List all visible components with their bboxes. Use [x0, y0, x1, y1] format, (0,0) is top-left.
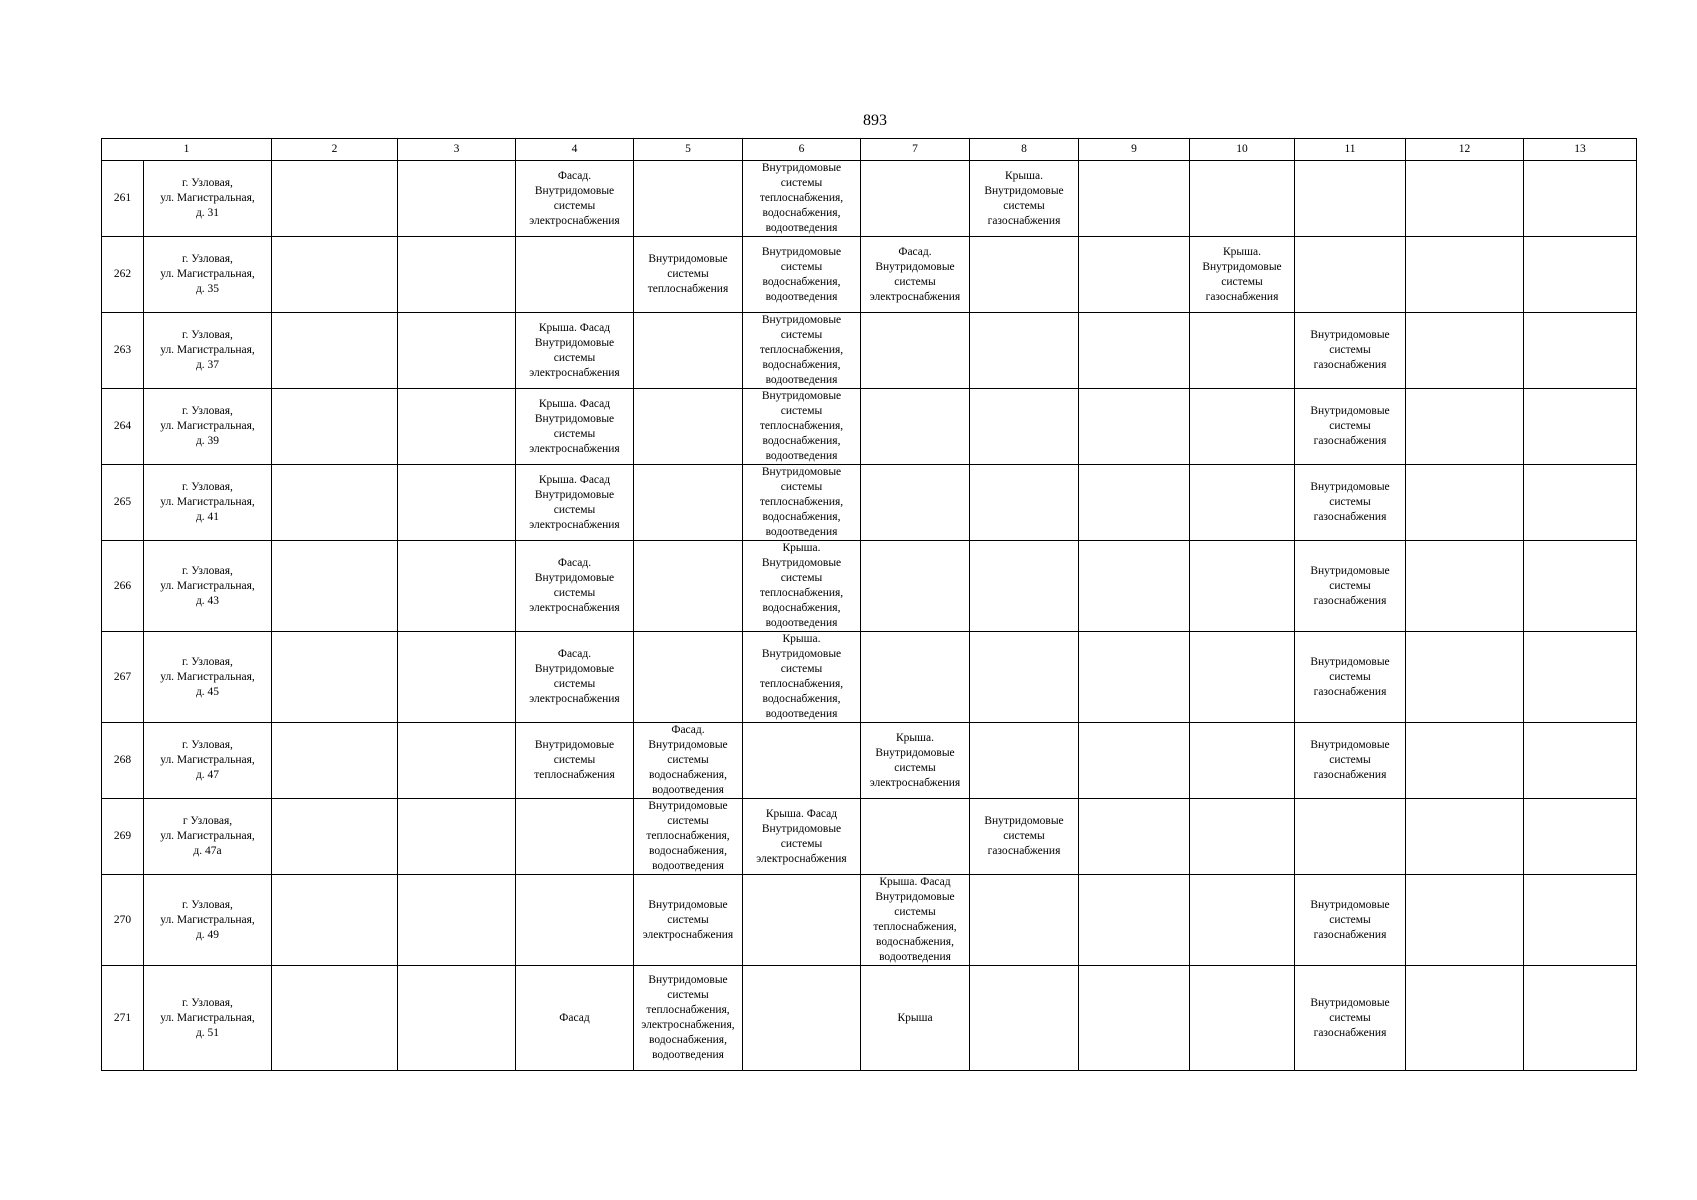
work-cell-col-11: Внутридомовые системы газоснабжения [1295, 465, 1406, 541]
work-cell-col-9 [1079, 313, 1190, 389]
work-cell-col-12 [1406, 875, 1524, 966]
work-cell-col-9 [1079, 632, 1190, 723]
row-number: 269 [102, 799, 144, 875]
work-cell-col-4: Фасад. Внутридомовые системы электроснабжения [516, 541, 634, 632]
work-cell-col-4: Фасад [516, 966, 634, 1071]
table-row [102, 313, 1637, 389]
work-cell-col-11: Внутридомовые системы газоснабжения [1295, 966, 1406, 1071]
work-cell-col-9 [1079, 237, 1190, 313]
work-cell-col-3 [398, 237, 516, 313]
column-header: 11 [1295, 139, 1406, 161]
work-cell-col-7 [861, 799, 970, 875]
work-cell-col-13 [1524, 875, 1637, 966]
column-header: 3 [398, 139, 516, 161]
work-cell-col-12 [1406, 632, 1524, 723]
column-header: 2 [272, 139, 398, 161]
work-cell-col-8 [970, 632, 1079, 723]
work-cell-col-7 [861, 313, 970, 389]
work-cell-col-10 [1190, 632, 1295, 723]
work-cell-col-7 [861, 465, 970, 541]
work-cell-col-7 [861, 541, 970, 632]
work-cell-col-2 [272, 465, 398, 541]
work-cell-col-5 [634, 389, 743, 465]
row-number: 266 [102, 541, 144, 632]
work-cell-col-7 [861, 632, 970, 723]
column-header: 9 [1079, 139, 1190, 161]
work-cell-col-10 [1190, 799, 1295, 875]
work-cell-col-9 [1079, 541, 1190, 632]
work-cell-col-8: Крыша. Внутридомовые системы газоснабжения [970, 161, 1079, 237]
work-cell-col-10 [1190, 313, 1295, 389]
work-cell-col-5: Внутридомовые системы теплоснабжения [634, 237, 743, 313]
address-cell: г. Узловая, ул. Магистральная, д. 51 [144, 966, 272, 1071]
work-cell-col-8: Внутридомовые системы газоснабжения [970, 799, 1079, 875]
work-cell-col-2 [272, 799, 398, 875]
work-cell-col-6: Внутридомовые системы водоснабжения, водоотведения [743, 237, 861, 313]
work-cell-col-6: Крыша. Фасад Внутридомовые системы электроснабжения [743, 799, 861, 875]
work-cell-col-7: Крыша. Внутридомовые системы электроснабжения [861, 723, 970, 799]
work-cell-col-12 [1406, 723, 1524, 799]
work-cell-col-12 [1406, 799, 1524, 875]
work-cell-col-4: Фасад. Внутридомовые системы электроснабжения [516, 632, 634, 723]
work-cell-col-8 [970, 465, 1079, 541]
work-cell-col-10 [1190, 966, 1295, 1071]
work-cell-col-6: Внутридомовые системы теплоснабжения, водоснабжения, водоотведения [743, 465, 861, 541]
page-number: 893 [863, 112, 887, 129]
work-cell-col-4 [516, 237, 634, 313]
column-header: 7 [861, 139, 970, 161]
work-cell-col-10 [1190, 541, 1295, 632]
address-cell: г. Узловая, ул. Магистральная, д. 45 [144, 632, 272, 723]
work-cell-col-13 [1524, 161, 1637, 237]
work-cell-col-13 [1524, 799, 1637, 875]
work-cell-col-9 [1079, 799, 1190, 875]
row-number: 270 [102, 875, 144, 966]
work-cell-col-6: Внутридомовые системы теплоснабжения, водоснабжения, водоотведения [743, 313, 861, 389]
work-cell-col-11 [1295, 237, 1406, 313]
work-cell-col-5: Внутридомовые системы электроснабжения [634, 875, 743, 966]
work-cell-col-10 [1190, 161, 1295, 237]
work-cell-col-12 [1406, 389, 1524, 465]
row-number: 267 [102, 632, 144, 723]
work-cell-col-4: Крыша. Фасад Внутридомовые системы электроснабжения [516, 465, 634, 541]
work-cell-col-5: Внутридомовые системы теплоснабжения, водоснабжения, водоотведения [634, 799, 743, 875]
work-cell-col-2 [272, 161, 398, 237]
work-cell-col-10 [1190, 389, 1295, 465]
table-row [102, 161, 1637, 237]
work-cell-col-10 [1190, 465, 1295, 541]
row-number: 268 [102, 723, 144, 799]
work-cell-col-8 [970, 723, 1079, 799]
work-cell-col-4 [516, 875, 634, 966]
table-row [102, 237, 1637, 313]
column-header: 10 [1190, 139, 1295, 161]
work-cell-col-12 [1406, 313, 1524, 389]
work-cell-col-9 [1079, 465, 1190, 541]
table-row [102, 723, 1637, 799]
table-row [102, 465, 1637, 541]
work-cell-col-5 [634, 161, 743, 237]
work-cell-col-6 [743, 875, 861, 966]
row-number: 261 [102, 161, 144, 237]
work-cell-col-5 [634, 632, 743, 723]
work-cell-col-8 [970, 875, 1079, 966]
repair-schedule-table [101, 138, 1637, 1071]
work-cell-col-11 [1295, 799, 1406, 875]
work-cell-col-8 [970, 541, 1079, 632]
work-cell-col-3 [398, 389, 516, 465]
work-cell-col-10: Крыша. Внутридомовые системы газоснабжения [1190, 237, 1295, 313]
column-number-row [102, 139, 1637, 161]
work-cell-col-2 [272, 541, 398, 632]
work-cell-col-13 [1524, 632, 1637, 723]
work-cell-col-11: Внутридомовые системы газоснабжения [1295, 541, 1406, 632]
work-cell-col-3 [398, 723, 516, 799]
work-cell-col-13 [1524, 541, 1637, 632]
work-cell-col-3 [398, 465, 516, 541]
table-row [102, 632, 1637, 723]
address-cell: г. Узловая, ул. Магистральная, д. 37 [144, 313, 272, 389]
work-cell-col-6: Внутридомовые системы теплоснабжения, водоснабжения, водоотведения [743, 161, 861, 237]
table-row [102, 966, 1637, 1071]
work-cell-col-3 [398, 632, 516, 723]
work-cell-col-2 [272, 313, 398, 389]
work-cell-col-2 [272, 875, 398, 966]
work-cell-col-12 [1406, 161, 1524, 237]
address-cell: г. Узловая, ул. Магистральная, д. 31 [144, 161, 272, 237]
work-cell-col-4 [516, 799, 634, 875]
work-cell-col-9 [1079, 723, 1190, 799]
table-row [102, 389, 1637, 465]
work-cell-col-5 [634, 313, 743, 389]
work-cell-col-5 [634, 465, 743, 541]
work-cell-col-4: Крыша. Фасад Внутридомовые системы электроснабжения [516, 313, 634, 389]
table-row [102, 799, 1637, 875]
work-cell-col-13 [1524, 313, 1637, 389]
work-cell-col-10 [1190, 875, 1295, 966]
work-cell-col-11 [1295, 161, 1406, 237]
address-cell: г. Узловая, ул. Магистральная, д. 35 [144, 237, 272, 313]
row-number: 271 [102, 966, 144, 1071]
address-cell: г. Узловая, ул. Магистральная, д. 43 [144, 541, 272, 632]
work-cell-col-9 [1079, 389, 1190, 465]
column-header: 8 [970, 139, 1079, 161]
work-cell-col-5: Внутридомовые системы теплоснабжения, электроснабжения, водоснабжения, водоотведения [634, 966, 743, 1071]
work-cell-col-13 [1524, 465, 1637, 541]
work-cell-col-7: Крыша [861, 966, 970, 1071]
column-header: 13 [1524, 139, 1637, 161]
table-row [102, 541, 1637, 632]
work-cell-col-7: Крыша. Фасад Внутридомовые системы теплоснабжения, водоснабжения, водоотведения [861, 875, 970, 966]
work-cell-col-13 [1524, 237, 1637, 313]
row-number: 262 [102, 237, 144, 313]
address-cell: г. Узловая, ул. Магистральная, д. 49 [144, 875, 272, 966]
work-cell-col-11: Внутридомовые системы газоснабжения [1295, 313, 1406, 389]
work-cell-col-12 [1406, 541, 1524, 632]
work-cell-col-13 [1524, 723, 1637, 799]
work-cell-col-2 [272, 723, 398, 799]
work-cell-col-2 [272, 389, 398, 465]
work-cell-col-11: Внутридомовые системы газоснабжения [1295, 723, 1406, 799]
work-cell-col-9 [1079, 875, 1190, 966]
work-cell-col-3 [398, 541, 516, 632]
work-cell-col-7 [861, 389, 970, 465]
work-cell-col-4: Крыша. Фасад Внутридомовые системы электроснабжения [516, 389, 634, 465]
column-header: 12 [1406, 139, 1524, 161]
work-cell-col-3 [398, 799, 516, 875]
work-cell-col-4: Фасад. Внутридомовые системы электроснабжения [516, 161, 634, 237]
work-cell-col-2 [272, 966, 398, 1071]
work-cell-col-6: Внутридомовые системы теплоснабжения, водоснабжения, водоотведения [743, 389, 861, 465]
work-cell-col-6: Крыша. Внутридомовые системы теплоснабжения, водоснабжения, водоотведения [743, 632, 861, 723]
work-cell-col-13 [1524, 966, 1637, 1071]
address-cell: г. Узловая, ул. Магистральная, д. 39 [144, 389, 272, 465]
work-cell-col-6 [743, 723, 861, 799]
work-cell-col-12 [1406, 237, 1524, 313]
work-cell-col-3 [398, 313, 516, 389]
work-cell-col-2 [272, 237, 398, 313]
work-cell-col-10 [1190, 723, 1295, 799]
work-cell-col-3 [398, 966, 516, 1071]
table-body [102, 161, 1637, 1071]
work-cell-col-11: Внутридомовые системы газоснабжения [1295, 875, 1406, 966]
work-cell-col-11: Внутридомовые системы газоснабжения [1295, 632, 1406, 723]
work-cell-col-3 [398, 875, 516, 966]
work-cell-col-8 [970, 237, 1079, 313]
work-cell-col-4: Внутридомовые системы теплоснабжения [516, 723, 634, 799]
column-header: 6 [743, 139, 861, 161]
column-header: 1 [102, 139, 272, 161]
work-cell-col-12 [1406, 465, 1524, 541]
work-cell-col-5 [634, 541, 743, 632]
column-header: 4 [516, 139, 634, 161]
work-cell-col-8 [970, 966, 1079, 1071]
work-cell-col-8 [970, 389, 1079, 465]
work-cell-col-3 [398, 161, 516, 237]
work-cell-col-13 [1524, 389, 1637, 465]
work-cell-col-7: Фасад. Внутридомовые системы электроснабжения [861, 237, 970, 313]
address-cell: г. Узловая, ул. Магистральная, д. 41 [144, 465, 272, 541]
work-cell-col-12 [1406, 966, 1524, 1071]
work-cell-col-7 [861, 161, 970, 237]
address-cell: г Узловая, ул. Магистральная, д. 47а [144, 799, 272, 875]
row-number: 264 [102, 389, 144, 465]
work-cell-col-6 [743, 966, 861, 1071]
address-cell: г. Узловая, ул. Магистральная, д. 47 [144, 723, 272, 799]
work-cell-col-11: Внутридомовые системы газоснабжения [1295, 389, 1406, 465]
table-row [102, 875, 1637, 966]
work-cell-col-2 [272, 632, 398, 723]
work-cell-col-6: Крыша. Внутридомовые системы теплоснабжения, водоснабжения, водоотведения [743, 541, 861, 632]
work-cell-col-9 [1079, 966, 1190, 1071]
column-header: 5 [634, 139, 743, 161]
work-cell-col-9 [1079, 161, 1190, 237]
row-number: 263 [102, 313, 144, 389]
work-cell-col-5: Фасад. Внутридомовые системы водоснабжения, водоотведения [634, 723, 743, 799]
row-number: 265 [102, 465, 144, 541]
work-cell-col-8 [970, 313, 1079, 389]
